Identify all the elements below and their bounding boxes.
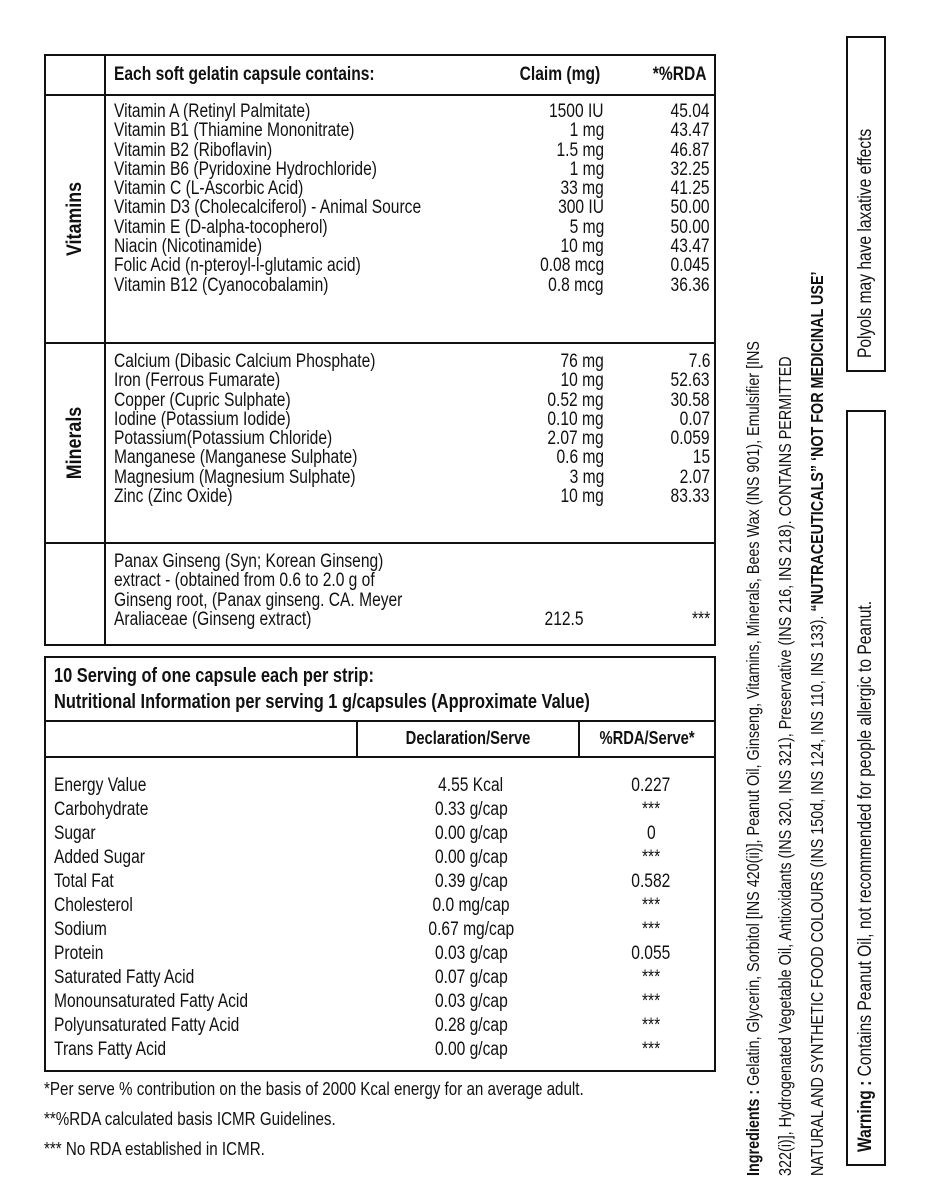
ginseng-line: Ginseng root, (Panax ginseng. CA. Meyer	[114, 589, 403, 611]
ingredients-line-1: Gelatin, Glycerin, Sorbitol [INS 420(ii)], Peanut Oil, Ginseng, Vitamins, Minerals, Bees Wax (INS 901), Emulsifier [INS	[743, 341, 763, 1086]
vitamins-list	[114, 102, 710, 295]
nutrient-name: Energy Value	[54, 775, 147, 796]
table-row	[114, 487, 710, 506]
rda-serve-value: ***	[641, 895, 661, 916]
nutrient-name: Vitamin E (D-alpha-tocopherol)	[114, 216, 328, 238]
rda-value: 2.07	[679, 466, 710, 488]
nutraceutical-note: “NUTRACEUTICALS” ‘NOT FOR MEDICINAL USE’	[807, 271, 827, 612]
nutrient-name: Cholesterol	[54, 895, 133, 916]
table-row	[54, 1014, 714, 1038]
table-row	[54, 774, 714, 798]
claim-value: 1.5 mg	[556, 139, 604, 161]
table-row	[114, 256, 710, 275]
declaration-value: 0.03 g/cap	[434, 991, 508, 1012]
polyols-note: Polyols may have laxative effects	[855, 128, 876, 358]
table-row	[114, 448, 710, 467]
ingredients-line-2: 322(i)], Hydrogenated Vegetable Oil, Antioxidants (INS 320, INS 321), Preservative (INS 216, INS 218). CONTAINS PERMITTED	[775, 356, 795, 1176]
rda-serve-value: 0.055	[631, 943, 671, 964]
table-row	[54, 894, 714, 918]
nutrient-name: Sugar	[54, 823, 96, 844]
table-row	[114, 102, 710, 121]
claim-value: 0.08 mcg	[539, 255, 604, 277]
table-row	[54, 798, 714, 822]
claim-value: 0.6 mg	[556, 447, 604, 469]
declaration-value: 0.0 mg/cap	[432, 895, 510, 916]
composition-table	[44, 54, 716, 646]
minerals-divider	[46, 542, 714, 544]
rda-serve-value: 0.582	[631, 871, 671, 892]
nutrient-name: Manganese (Manganese Sulphate)	[114, 447, 358, 469]
ingredients-label: Ingredients :	[743, 1089, 763, 1176]
table-row	[114, 410, 710, 429]
table-row	[54, 918, 714, 942]
column-header-divider	[46, 756, 714, 758]
footnote-1: *Per serve % contribution on the basis of 2000 Kcal energy for an average adult.	[44, 1078, 584, 1099]
ginseng-entry	[114, 552, 710, 629]
rda-value: 36.36	[671, 274, 710, 296]
nutrient-name: Vitamin D3 (Cholecalciferol) - Animal Source	[114, 197, 422, 219]
table-row	[114, 179, 710, 198]
ginseng-claim: 212.5	[545, 608, 584, 630]
claim-value: 0.10 mg	[547, 408, 604, 430]
claim-value: 10 mg	[560, 486, 604, 508]
vitamins-section-label: Vitamins	[63, 181, 86, 257]
ingredients-line-3: NATURAL AND SYNTHETIC FOOD COLOURS (INS 150d, INS 124, INS 110, INS 133).	[807, 615, 827, 1176]
rda-serve-value: ***	[641, 847, 661, 868]
rda-value: 46.87	[671, 139, 710, 161]
claim-value: 300 IU	[558, 197, 604, 219]
table-row	[114, 352, 710, 371]
nutrient-name: Monounsaturated Fatty Acid	[54, 991, 249, 1012]
table-row	[54, 846, 714, 870]
nutrient-name: Sodium	[54, 919, 107, 940]
rda-value: 15	[692, 447, 710, 469]
ingredients-block	[742, 73, 828, 1176]
declaration-value: 0.28 g/cap	[434, 1015, 508, 1036]
nutrient-name: Vitamin B12 (Cyanocobalamin)	[114, 274, 329, 296]
rda-value: 50.00	[671, 197, 710, 219]
declaration-value: 4.55 Kcal	[438, 775, 504, 796]
rda-value: 0.07	[679, 408, 710, 430]
nutrient-name: Folic Acid (n-pteroyl-l-glutamic acid)	[114, 255, 361, 277]
footnote-2: **%RDA calculated basis ICMR Guidelines.	[44, 1108, 336, 1129]
warning-box	[846, 410, 886, 1166]
table-row	[114, 218, 710, 237]
rda-value: 30.58	[671, 389, 710, 411]
claim-value: 3 mg	[569, 466, 604, 488]
nutrition-title-1: 10 Serving of one capsule each per strip:	[54, 665, 374, 687]
table-row	[54, 870, 714, 894]
ginseng-line: Araliaceae (Ginseng extract)	[114, 608, 312, 630]
declaration-value: 0.00 g/cap	[434, 823, 508, 844]
nutrient-name: Vitamin B2 (Riboflavin)	[114, 139, 273, 161]
declaration-value: 0.07 g/cap	[434, 967, 508, 988]
warning-label: Warning :	[855, 1080, 876, 1152]
claim-value: 10 mg	[560, 370, 604, 392]
nutrient-name: Zinc (Zinc Oxide)	[114, 486, 233, 508]
declaration-value: 0.03 g/cap	[434, 943, 508, 964]
minerals-section-label: Minerals	[63, 406, 86, 480]
rda-serve-value: 0.227	[631, 775, 671, 796]
table-row	[54, 966, 714, 990]
rda-value: 45.04	[671, 101, 710, 122]
nutrient-name: Iron (Ferrous Fumarate)	[114, 370, 281, 392]
footnote-3: *** No RDA established in ICMR.	[44, 1138, 265, 1159]
minerals-list	[114, 352, 710, 506]
nutrition-table	[44, 656, 716, 1072]
nutrient-name: Vitamin A (Retinyl Palmitate)	[114, 101, 311, 122]
rda-value: 32.25	[671, 158, 710, 180]
column-declaration: Declaration/Serve	[405, 728, 531, 748]
table-row	[54, 942, 714, 966]
table-row	[54, 990, 714, 1014]
table-row	[114, 429, 710, 448]
column-rda-serve: %RDA/Serve*	[599, 728, 695, 748]
rda-serve-value: 0	[646, 823, 656, 844]
label-column-divider	[104, 56, 106, 644]
table-row	[54, 1038, 714, 1062]
rda-serve-value: ***	[641, 1015, 661, 1036]
claim-value: 5 mg	[569, 216, 604, 238]
rda-serve-value: ***	[641, 799, 661, 820]
ginseng-line: extract - (obtained from 0.6 to 2.0 g of	[114, 570, 375, 592]
nutrient-name: Magnesium (Magnesium Sulphate)	[114, 466, 356, 488]
rda-value: 0.059	[671, 428, 710, 450]
rda-value: 43.47	[671, 236, 710, 258]
rda-value: 83.33	[671, 486, 710, 508]
nutrient-name: Total Fat	[54, 871, 114, 892]
claim-value: 1 mg	[569, 158, 604, 180]
rda-value: 41.25	[671, 178, 710, 200]
rda-value: 50.00	[671, 216, 710, 238]
declaration-value: 0.67 mg/cap	[428, 919, 514, 940]
nutrition-title-2: Nutritional Information per serving 1 g/capsules (Approximate Value)	[54, 691, 590, 713]
claim-value: 0.8 mcg	[548, 274, 604, 296]
claim-value: 76 mg	[560, 351, 604, 372]
rda-value: 7.6	[688, 351, 710, 372]
ginseng-rda: ***	[691, 608, 710, 630]
table-row	[114, 468, 710, 487]
rda-serve-value: ***	[641, 919, 661, 940]
table-row	[114, 237, 710, 256]
ginseng-line: Panax Ginseng (Syn; Korean Ginseng)	[114, 551, 384, 572]
table-row	[114, 198, 710, 217]
declaration-value: 0.33 g/cap	[434, 799, 508, 820]
nutrient-name: Saturated Fatty Acid	[54, 967, 195, 988]
claim-value: 1 mg	[569, 120, 604, 142]
table-row	[114, 121, 710, 140]
rda-serve-value: ***	[641, 967, 661, 988]
nutrient-name: Calcium (Dibasic Calcium Phosphate)	[114, 351, 376, 372]
nutrient-name: Protein	[54, 943, 104, 964]
claim-value: 10 mg	[560, 236, 604, 258]
nutrient-name: Iodine (Potassium Iodide)	[114, 408, 291, 430]
nutrient-name: Potassium(Potassium Chloride)	[114, 428, 333, 450]
declaration-value: 0.00 g/cap	[434, 847, 508, 868]
rda-value: 43.47	[671, 120, 710, 142]
nutrient-name: Vitamin B1 (Thiamine Mononitrate)	[114, 120, 355, 142]
table-row	[114, 391, 710, 410]
claim-value: 2.07 mg	[547, 428, 604, 450]
vitamins-divider	[46, 342, 714, 344]
rda-value: 52.63	[671, 370, 710, 392]
claim-value: 33 mg	[560, 178, 604, 200]
table-row	[114, 160, 710, 179]
nutrient-name: Polyunsaturated Fatty Acid	[54, 1015, 240, 1036]
nutrient-name: Carbohydrate	[54, 799, 149, 820]
rda-serve-value: ***	[641, 991, 661, 1012]
nutrient-name: Copper (Cupric Sulphate)	[114, 389, 291, 411]
header-claim: Claim (mg)	[519, 64, 600, 85]
header-divider	[46, 94, 714, 96]
polyols-box	[846, 36, 886, 372]
claim-value: 0.52 mg	[547, 389, 604, 411]
nutrient-name: Trans Fatty Acid	[54, 1039, 166, 1060]
nutrition-rows	[54, 774, 714, 1062]
table-row	[114, 276, 710, 295]
table-row	[114, 141, 710, 160]
nutrient-name: Niacin (Nicotinamide)	[114, 236, 263, 258]
claim-value: 1500 IU	[549, 101, 604, 122]
table-row	[54, 822, 714, 846]
declaration-value: 0.39 g/cap	[434, 871, 508, 892]
rda-value: 0.045	[671, 255, 710, 277]
header-contains: Each soft gelatin capsule contains:	[114, 64, 375, 85]
nutrient-name: Vitamin C (L-Ascorbic Acid)	[114, 178, 304, 200]
table-row	[114, 371, 710, 390]
warning-text: Contains Peanut Oil, not recommended for people allergic to Peanut.	[855, 600, 876, 1077]
declaration-value: 0.00 g/cap	[434, 1039, 508, 1060]
rda-serve-value: ***	[641, 1039, 661, 1060]
header-rda: *%RDA	[652, 64, 706, 85]
nutrient-name: Added Sugar	[54, 847, 145, 868]
nutrient-name: Vitamin B6 (Pyridoxine Hydrochloride)	[114, 158, 377, 180]
